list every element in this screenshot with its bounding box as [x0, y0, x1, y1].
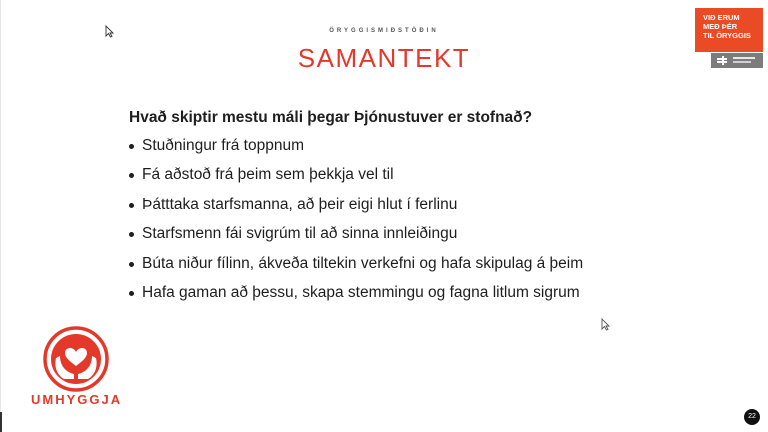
page-number-badge: 22	[744, 409, 760, 425]
badge-line: TIL ÖRYGGIS	[703, 31, 751, 40]
badge-line: VIÐ ERUM	[703, 13, 740, 22]
bullet-item: Þátttaka starfsmanna, að þeir eigi hlut í ferlinu	[129, 195, 729, 224]
slogan-badge	[695, 8, 763, 52]
bullet-item: Fá aðstoð frá þeim sem þekkja vel til	[129, 165, 729, 194]
brand-logo-icon	[711, 53, 763, 68]
question-heading: Hvað skiptir mestu máli þegar Þjónustuver er stofnað?	[129, 109, 533, 126]
bullet-list	[129, 136, 729, 312]
slide-title: SAMANTEKT	[297, 43, 471, 73]
bullet-item: Starfsmenn fái svigrúm til að sinna innleiðingu	[129, 224, 729, 253]
bullet-item: Búta niður fílinn, ákveða tiltekin verkefni og hafa skipulag á þeim	[129, 254, 729, 283]
slide-content	[129, 109, 729, 312]
org-label: ÖRYGGISMIÐSTÖÐIN	[329, 28, 439, 34]
window-edge	[0, 412, 2, 432]
bullet-item: Hafa gaman að þessu, skapa stemmingu og fagna litlum sigrum	[129, 283, 729, 312]
logo-wordmark: UMHYGGJA	[31, 392, 123, 407]
badge-line: MEÐ ÞÉR	[703, 22, 738, 31]
bullet-item: Stuðningur frá toppnum	[129, 136, 729, 165]
